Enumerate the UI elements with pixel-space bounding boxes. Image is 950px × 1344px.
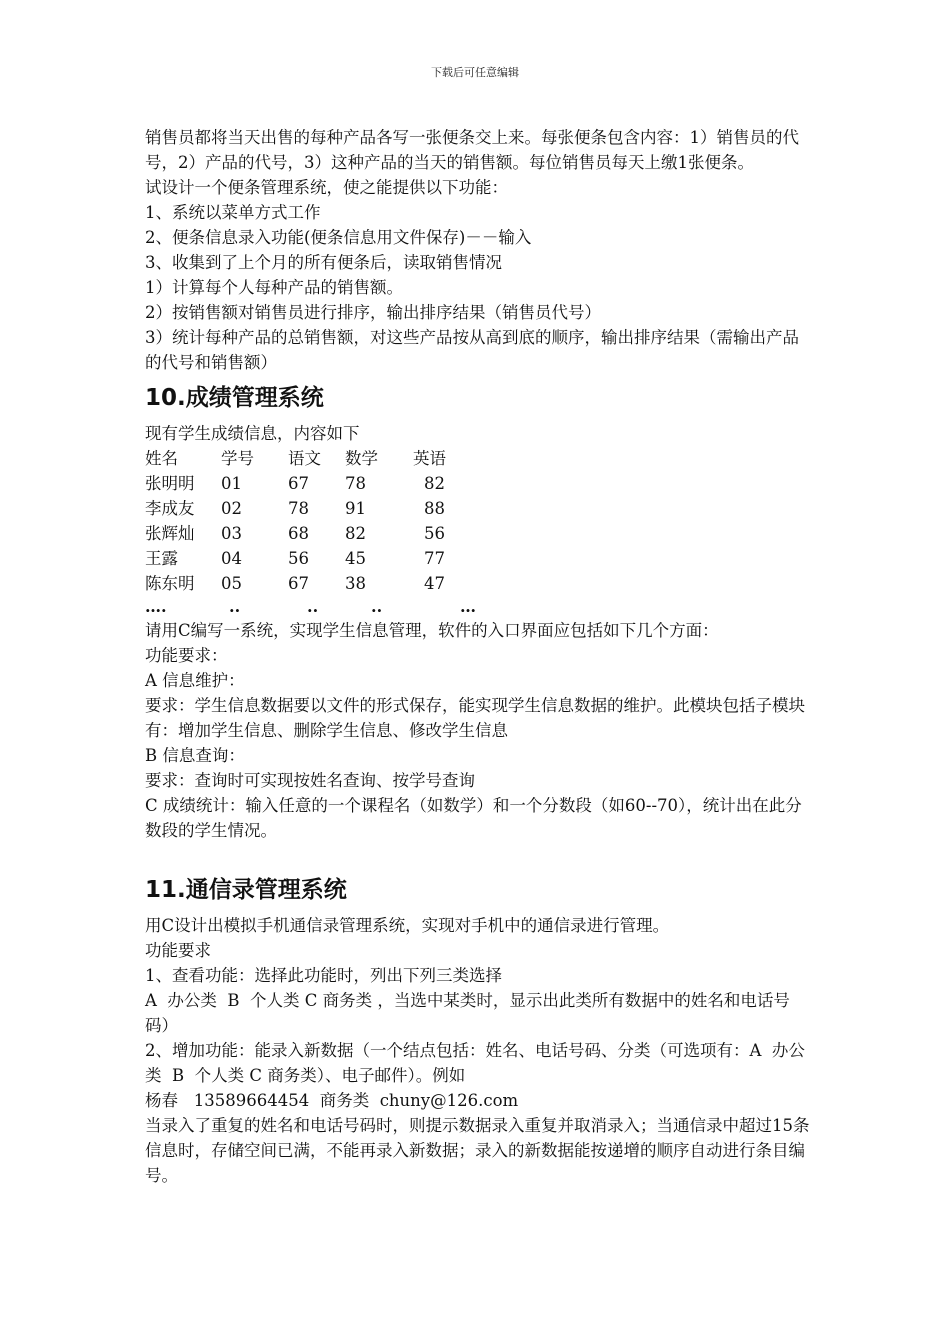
- paragraph: 用C设计出模拟手机通信录管理系统，实现对手机中的通信录进行管理。: [145, 916, 670, 935]
- table-cell: 01: [221, 474, 242, 493]
- table-cell: 91: [345, 499, 366, 518]
- table-cell: 张明明: [145, 474, 195, 493]
- paragraph: 销售员都将当天出售的每种产品各写一张便条交上来。每张便条包含内容：1）销售员的代号，2）产品的代号，3）这种产品的当天的销售额。每位销售员每天上缴1张便条。: [145, 128, 799, 172]
- table-cell: 68: [288, 524, 309, 543]
- table-cell: 03: [221, 524, 242, 543]
- grade-section: [145, 421, 810, 843]
- ellipsis: ..: [229, 597, 241, 616]
- column-header: 学号: [221, 449, 254, 468]
- table-cell: 陈东明: [145, 574, 195, 593]
- column-header: 姓名: [145, 449, 178, 468]
- table-cell: 56: [288, 549, 309, 568]
- table-cell: 38: [345, 574, 366, 593]
- table-cell: 82: [345, 524, 366, 543]
- table-cell: 77: [424, 549, 445, 568]
- ellipsis: ..: [307, 597, 319, 616]
- table-header-row: [145, 446, 810, 471]
- table-cell: 67: [288, 574, 309, 593]
- paragraph: 要求：学生信息数据要以文件的形式保存，能实现学生信息数据的维护。此模块包括子模块有：增加学生信息、删除学生信息、修改学生信息: [145, 696, 805, 740]
- document-body: [145, 125, 810, 1188]
- sales-note-section: [145, 125, 810, 375]
- table-cell: 47: [424, 574, 445, 593]
- table-row: [145, 521, 810, 546]
- paragraph: A 办公类 B 个人类 C 商务类 ，当选中某类时，显示出此类所有数据中的姓名和电话号码）: [145, 991, 790, 1035]
- ellipsis: ….: [145, 597, 167, 616]
- table-row: [145, 571, 810, 596]
- table-cell: 李成友: [145, 499, 195, 518]
- paragraph: 请用C编写一系统，实现学生信息管理，软件的入口界面应包括如下几个方面：: [145, 621, 719, 640]
- grades-table: [145, 446, 810, 618]
- section-heading: 10.成绩管理系统: [145, 385, 324, 411]
- table-row: [145, 471, 810, 496]
- paragraph: 1、系统以菜单方式工作: [145, 203, 321, 222]
- table-ellipsis-row: [145, 596, 810, 618]
- table-row: [145, 546, 810, 571]
- column-header: 语文: [288, 449, 321, 468]
- paragraph: 2、增加功能：能录入新数据（一个结点包括：姓名、电话号码、分类（可选项有：A 办公类 B 个人类 C 商务类）、电子邮件）。例如: [145, 1041, 805, 1085]
- paragraph: 1）计算每个人每种产品的销售额。: [145, 278, 403, 297]
- paragraph: A 信息维护：: [145, 671, 245, 690]
- paragraph: 3、收集到了上个月的所有便条后，读取销售情况: [145, 253, 502, 272]
- table-cell: 45: [345, 549, 366, 568]
- paragraph: 2、便条信息录入功能(便条信息用文件保存)－－输入: [145, 228, 532, 247]
- paragraph: B 信息查询：: [145, 746, 245, 765]
- paragraph: 功能要求: [145, 941, 211, 960]
- paragraph: 当录入了重复的姓名和电话号码时，则提示数据录入重复并取消录入；当通信录中超过15条信息时，存储空间已满，不能再录入新数据；录入的新数据能按递增的顺序自动进行条目编号。: [145, 1116, 810, 1185]
- table-cell: 78: [345, 474, 366, 493]
- ellipsis: …: [460, 597, 476, 616]
- paragraph: 试设计一个便条管理系统，使之能提供以下功能：: [145, 178, 508, 197]
- table-cell: 05: [221, 574, 242, 593]
- paragraph: 要求：查询时可实现按姓名查询、按学号查询: [145, 771, 475, 790]
- paragraph: 3）统计每种产品的总销售额，对这些产品按从高到底的顺序，输出排序结果（需输出产品的代号和销售额）: [145, 328, 799, 372]
- paragraph: C 成绩统计：输入任意的一个课程名（如数学）和一个分数段（如60--70），统计出在此分数段的学生情况。: [145, 796, 802, 840]
- table-cell: 王露: [145, 549, 178, 568]
- column-header: 数学: [345, 449, 378, 468]
- contacts-section: [145, 913, 810, 1188]
- table-cell: 56: [424, 524, 445, 543]
- table-cell: 88: [424, 499, 445, 518]
- table-cell: 78: [288, 499, 309, 518]
- table-row: [145, 496, 810, 521]
- column-header: 英语: [413, 449, 446, 468]
- paragraph: 2）按销售额对销售员进行排序，输出排序结果（销售员代号）: [145, 303, 601, 322]
- page-header: 下载后可任意编辑: [431, 66, 519, 79]
- example-entry: 杨春 13589664454 商务类 chuny@126.com: [145, 1091, 519, 1110]
- paragraph: 现有学生成绩信息，内容如下: [145, 424, 360, 443]
- table-cell: 82: [424, 474, 445, 493]
- table-cell: 04: [221, 549, 242, 568]
- ellipsis: ..: [371, 597, 383, 616]
- paragraph: 功能要求：: [145, 646, 228, 665]
- paragraph: 1、查看功能：选择此功能时，列出下列三类选择: [145, 966, 502, 985]
- table-cell: 67: [288, 474, 309, 493]
- section-heading: 11.通信录管理系统: [145, 877, 347, 903]
- table-cell: 张辉灿: [145, 524, 195, 543]
- table-cell: 02: [221, 499, 242, 518]
